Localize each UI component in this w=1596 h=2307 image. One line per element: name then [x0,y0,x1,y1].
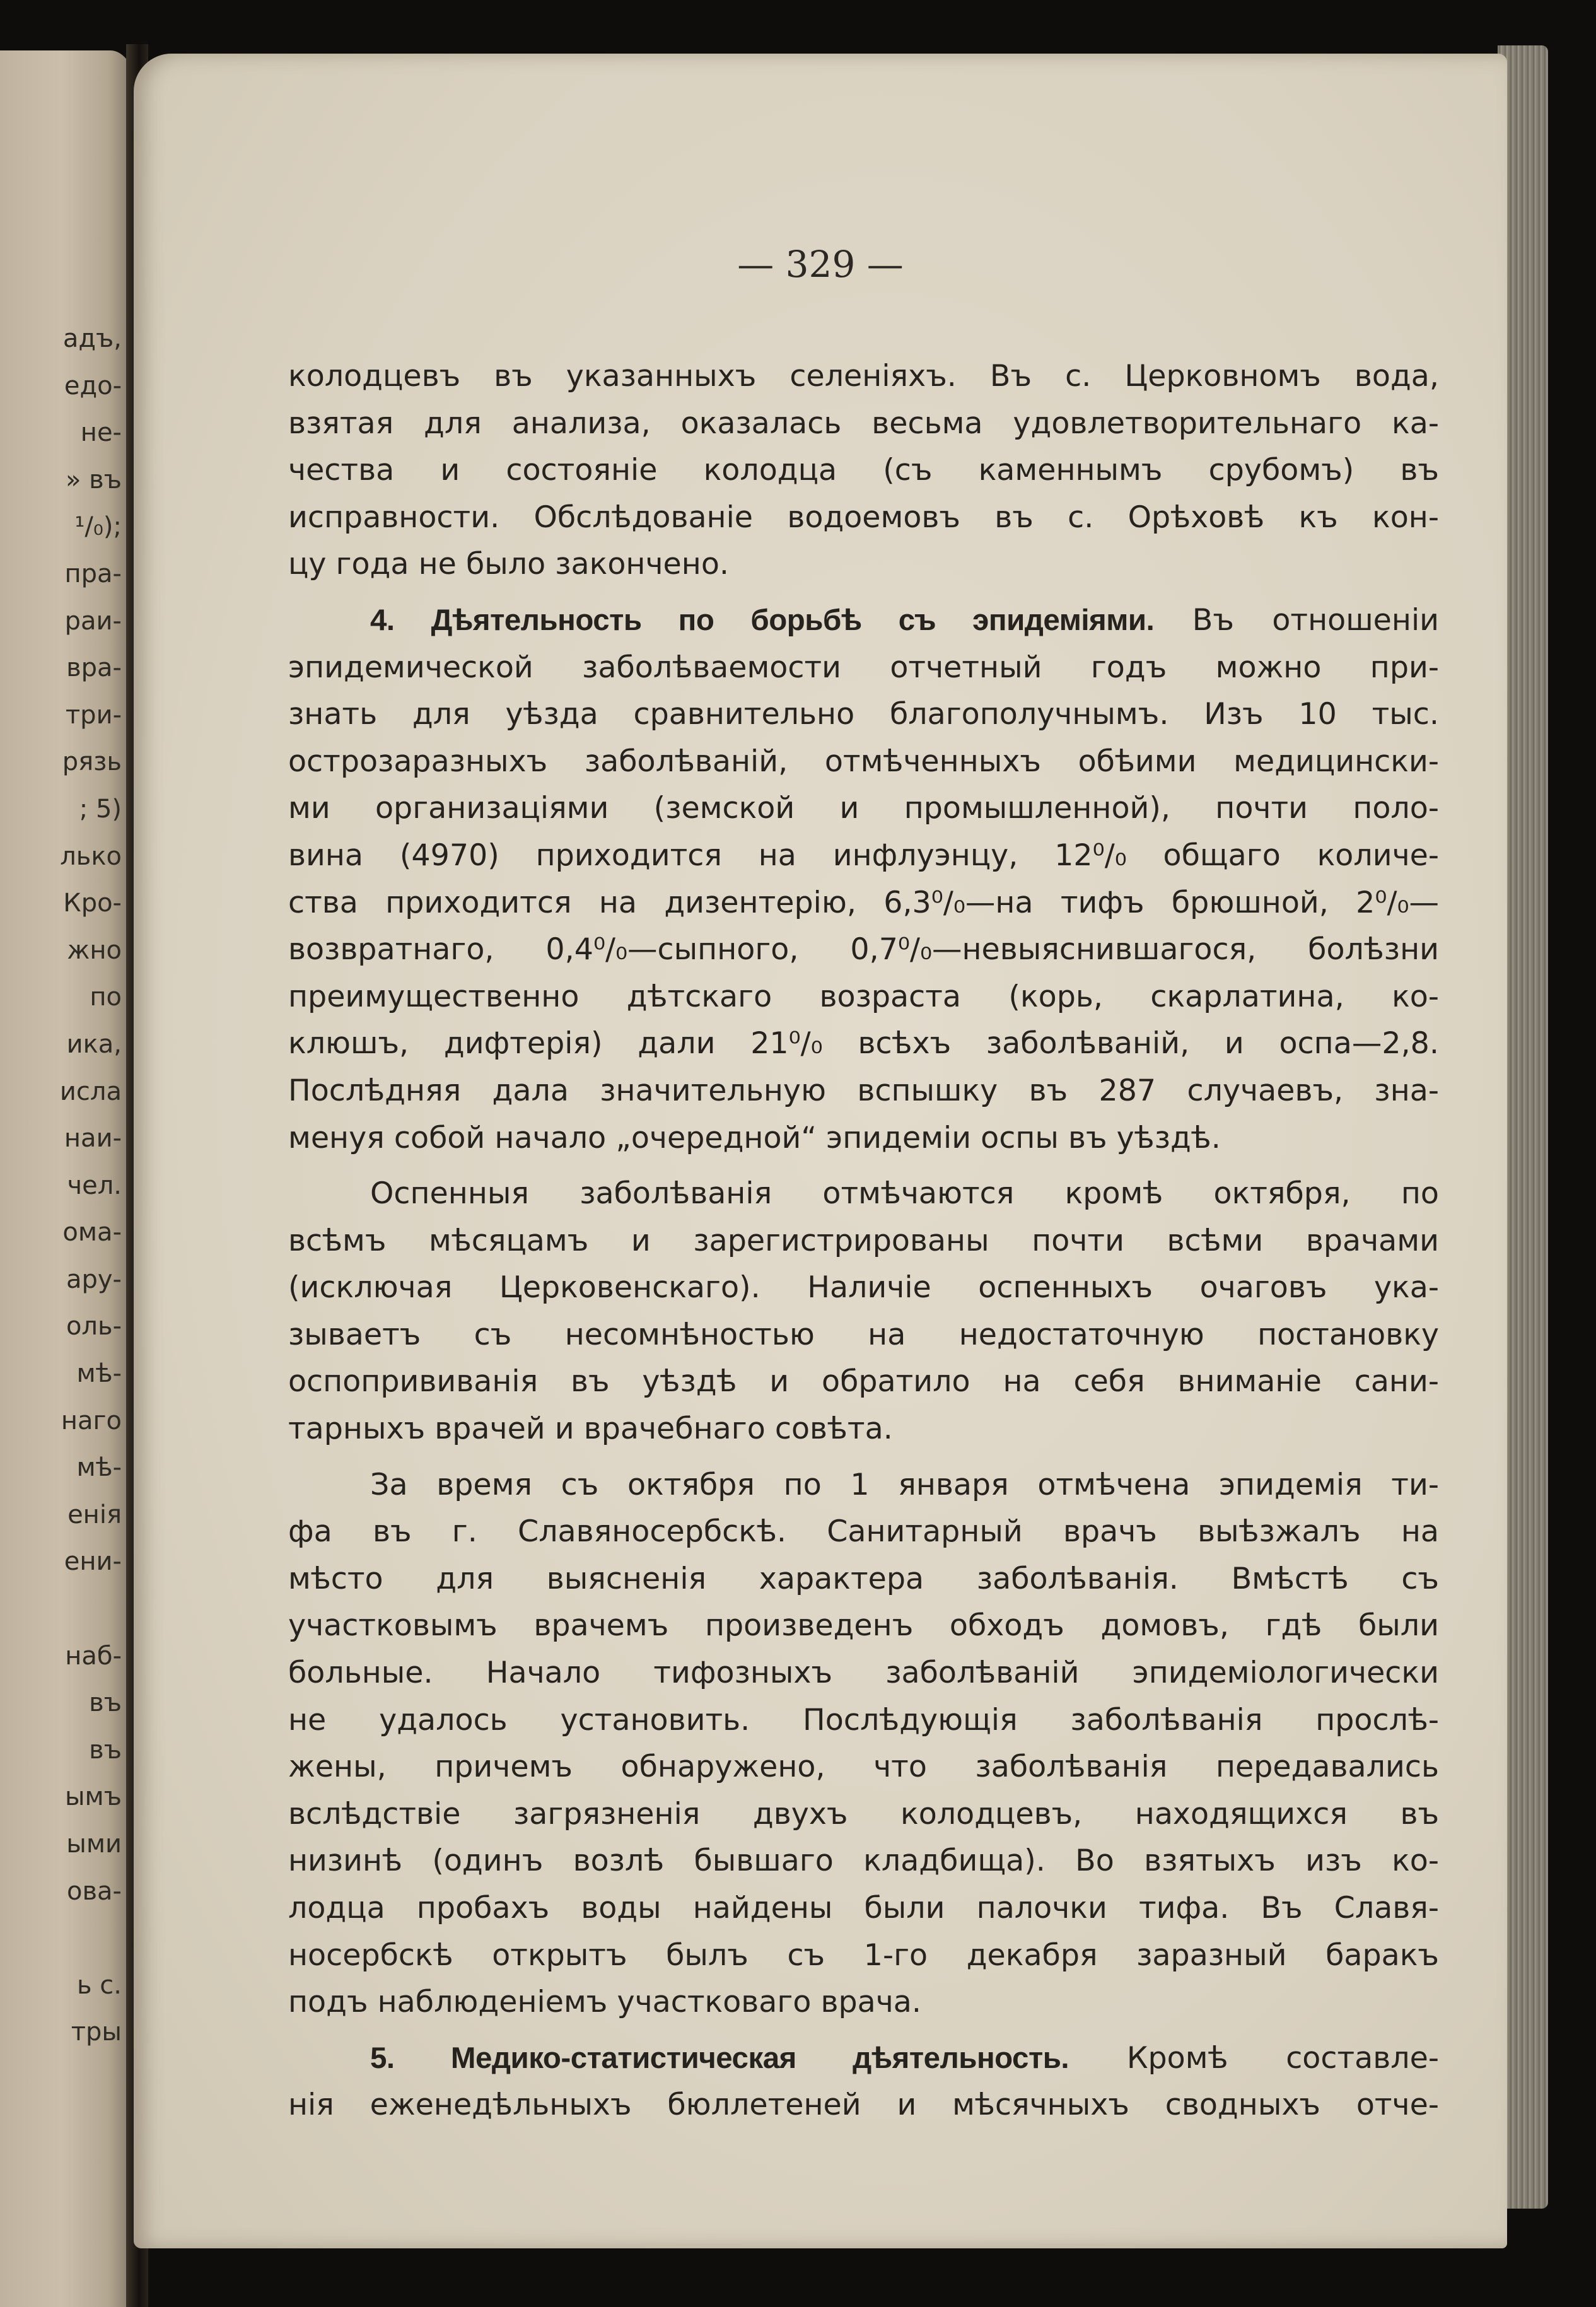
text-line: чества и состояніе колодца (съ каменнымъ срубомъ) въ [288,453,1439,488]
paragraph [288,2035,1439,2129]
text-line: острозаразныхъ заболѣваній, отмѣченныхъ обѣими медицински- [288,744,1439,779]
text-line: возвратнаго, 0,4⁰/₀—сыпного, 0,7⁰/₀—невыяснившагося, болѣзни [288,932,1439,967]
fragment: чел. [67,1171,122,1200]
fragment: рязь [62,747,122,777]
text-line: жены, причемъ обнаружено, что заболѣванія передавались [288,1749,1439,1785]
fragment: ; 5) [79,794,122,824]
page-body [288,353,1439,2129]
fragment: мѣ- [76,1359,122,1389]
fragment: наб- [65,1641,122,1671]
fragment: въ [89,1688,122,1718]
fragment [2,1915,122,1962]
left-page-text-fragments [2,315,122,2056]
text-line: знать для уѣзда сравнительно благополучнымъ. Изъ 10 тыс. [288,697,1439,732]
text-line: ства приходится на дизентерію, 6,3⁰/₀—на тифъ брюшной, 2⁰/₀— [288,885,1439,920]
fragment: раи- [64,606,122,636]
text-line: тарныхъ врачей и врачебнаго совѣта. [288,1411,893,1447]
paragraph [288,1462,1439,2026]
text-line: низинѣ (одинъ возлѣ бывшаго кладбища). Во взятыхъ изъ ко- [288,1843,1439,1879]
fragment [2,1586,122,1633]
text-line: вслѣдствіе загрязненія двухъ колодцевъ, находящихся въ [288,1796,1439,1831]
fragment: Кро- [63,889,122,918]
text-line: эпидемической заболѣваемости отчетный годъ можно при- [288,650,1439,685]
text-line: цу года не было закончено. [288,547,729,582]
book-page [134,54,1507,2248]
fragment: наго [61,1406,122,1435]
fragment: ару- [66,1264,122,1294]
fragment: не- [80,418,122,448]
fragment: пра- [64,559,122,588]
fragment: ика, [66,1029,122,1059]
section-heading-line [288,2035,1439,2082]
text-line: преимущественно дѣтскаго возраста (корь, скарлатина, ко- [288,979,1439,1014]
heading-continuation: Въ отношеніи [1192,602,1439,638]
text-line: ми организаціями (земской и промышленной), почти поло- [288,791,1439,826]
fragment: ени- [64,1547,122,1577]
text-line: больные. Начало тифозныхъ заболѣваній эпидеміологически [288,1656,1439,1691]
text-line: оспопрививанія въ уѣздѣ и обратило на себя вниманіе сани- [288,1364,1439,1399]
text-line: (исключая Церковенскаго). Наличіе оспенныхъ очаговъ ука- [288,1270,1439,1305]
heading-continuation: Кромѣ составле- [1126,2040,1439,2076]
paragraph [288,597,1439,1162]
fragment: вра- [66,653,122,683]
fragment: въ [89,1735,122,1765]
text-line: фа въ г. Славяносербскѣ. Санитарный врачъ выѣзжалъ на [288,1514,1439,1550]
fragment: енія [67,1500,122,1529]
text-line: менуя собой начало „очередной“ эпидеміи оспы въ уѣздѣ. [288,1120,1221,1155]
fragment: ыми [66,1830,122,1859]
text-line: исправности. Обслѣдованіе водоемовъ въ с. Орѣховѣ къ кон- [288,499,1439,535]
text-line: взятая для анализа, оказалась весьма удовлетворительнаго ка- [288,406,1439,441]
section-heading: 5. Медико-статистическая дѣятельность. [370,2041,1069,2075]
text-line: участковымъ врачемъ произведенъ обходъ домовъ, гдѣ были [288,1608,1439,1644]
fragment: ь с. [77,1970,122,2000]
text-line: зываетъ съ несомнѣностью на недостаточную постановку [288,1317,1439,1352]
fragment: » въ [65,465,122,494]
text-line: вина (4970) приходится на инфлуэнцу, 12⁰/₀ общаго количе- [288,838,1439,873]
text-line: нія еженедѣльныхъ бюллетеней и мѣсячныхъ сводныхъ отче- [288,2088,1439,2123]
fragment: едо- [64,371,122,400]
fragment: адъ, [62,324,122,353]
section-heading: 4. Дѣятельность по борьбѣ съ эпидеміями. [370,603,1155,637]
text-line: За время съ октября по 1 января отмѣчена эпидемія ти- [370,1467,1439,1502]
text-line: Послѣдняя дала значительную вспышку въ 287 случаевъ, зна- [288,1073,1439,1108]
fragment: оль- [66,1312,122,1341]
fragment: мѣ- [76,1453,122,1483]
fragment: ¹/₀); [74,512,122,542]
fragment: три- [65,700,122,730]
text-line: носербскѣ открытъ былъ съ 1-го декабря заразный баракъ [288,1937,1439,1973]
text-line: не удалось установить. Послѣдующія заболѣванія прослѣ- [288,1702,1439,1738]
fragment: по [90,983,122,1012]
text-line: Оспенныя заболѣванія отмѣчаются кромѣ октября, по [370,1176,1439,1212]
fragment: жно [67,935,122,965]
fragment: лько [60,841,122,871]
left-page [0,50,136,2307]
paragraph [288,353,1439,588]
text-line: мѣсто для выясненія характера заболѣванія. Вмѣстѣ съ [288,1561,1439,1596]
section-heading-line [288,597,1439,645]
text-line: клюшъ, дифтерія) дали 21⁰/₀ всѣхъ заболѣваній, и оспа—2,8. [288,1026,1439,1061]
fragment: ымъ [64,1782,122,1812]
fragment: наи- [64,1124,122,1154]
fragment: исла [59,1077,122,1106]
text-line: подъ наблюденіемъ участковаго врача. [288,1985,922,2020]
text-line: лодца пробахъ воды найдены были палочки тифа. Въ Славя- [288,1891,1439,1925]
page-number: — 329 — [737,243,904,286]
fragment: ова- [67,1876,122,1906]
text-line: всѣмъ мѣсяцамъ и зарегистрированы почти всѣми врачами [288,1223,1439,1258]
text-line: колодцевъ въ указанныхъ селеніяхъ. Въ с. Церковномъ вода, [288,359,1439,394]
fragment: тры [71,2018,122,2047]
fragment: ома- [62,1218,122,1247]
paragraph [288,1171,1439,1453]
